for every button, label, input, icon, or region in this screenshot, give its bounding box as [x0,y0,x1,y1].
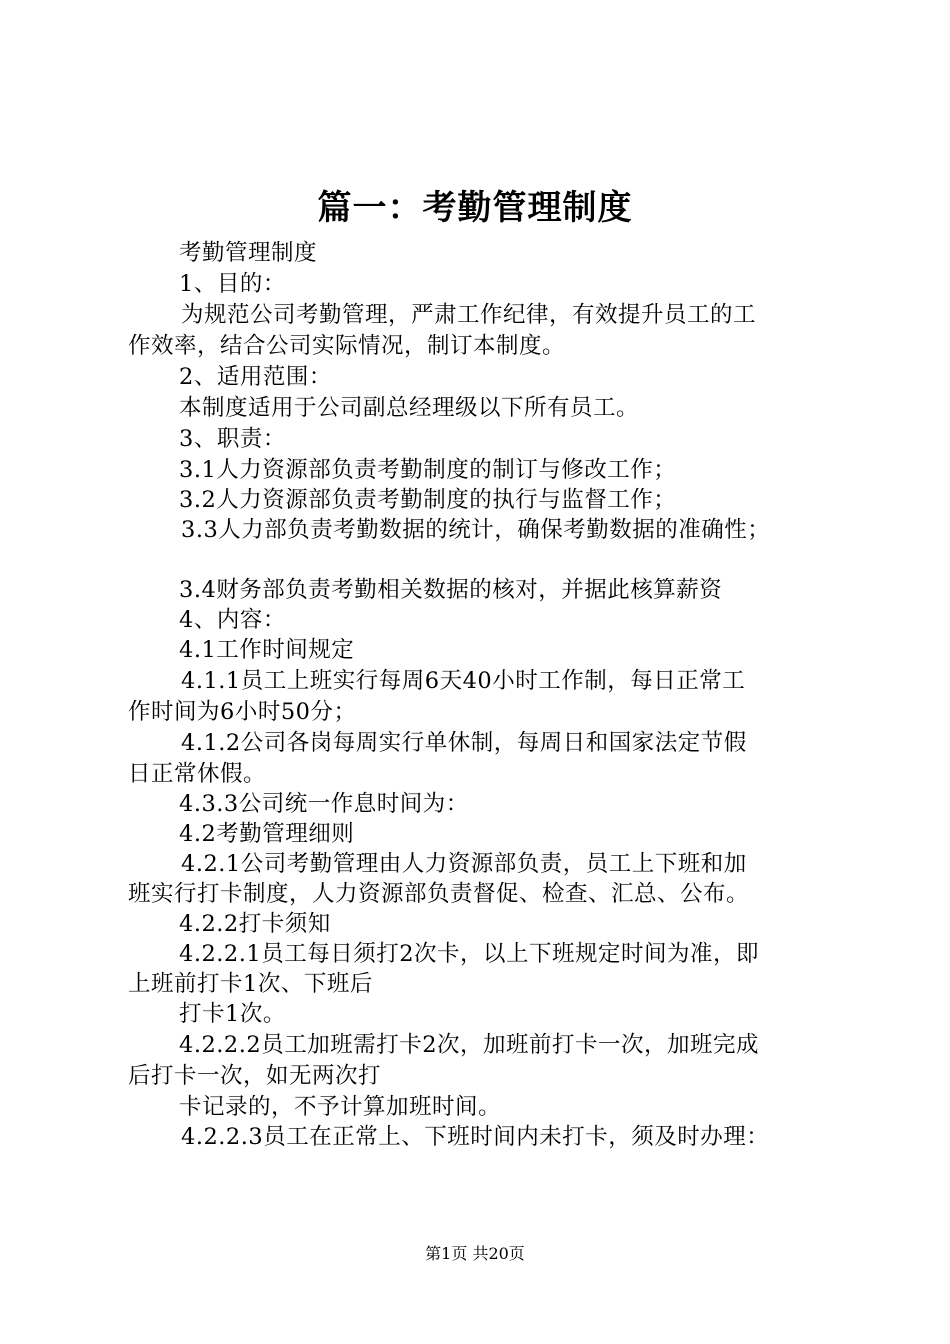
body-line: 4.3.3公司统一作息时间为： [179,791,469,817]
body-line: 4.2.2.2员工加班需打卡2次，加班前打卡一次，加班完成 [179,1032,760,1058]
body-line: 卡记录的，不予计算加班时间。 [179,1094,502,1120]
body-line: 3.2人力资源部负责考勤制度的执行与监督工作； [179,487,677,513]
body-line: 后打卡一次，如无两次打 [128,1063,382,1089]
body-line: 作时间为6小时50分； [128,699,357,725]
body-line: 3、职责： [179,426,286,452]
body-line: 日正常休假。 [128,761,267,787]
body-line: 4.1工作时间规定 [179,637,355,663]
body-line: 4.1.1员工上班实行每周6天40小时工作制，每日正常工 [181,668,746,694]
body-line: 4.2.1公司考勤管理由人力资源部负责，员工上下班和加 [181,851,747,877]
body-line: 打卡1次。 [179,1001,286,1027]
page-number-footer: 第1页 共20页 [425,1244,525,1263]
body-line: 班实行打卡制度，人力资源部负责督促、检查、汇总、公布。 [128,881,750,907]
body-line: 4.2.2.3员工在正常上、下班时间内未打卡，须及时办理： [181,1124,770,1150]
body-line: 本制度适用于公司副总经理级以下所有员工。 [179,395,640,421]
body-line: 4.2.2.1员工每日须打2次卡，以上下班规定时间为准，即 [179,941,760,967]
body-line: 4.2考勤管理细则 [179,821,355,847]
body-line: 4.1.2公司各岗每周实行单休制，每周日和国家法定节假 [181,730,747,756]
body-line: 3.4财务部负责考勤相关数据的核对，并据此核算薪资 [179,577,723,603]
body-line: 4.2.2打卡须知 [179,911,331,937]
document-title: 篇一：考勤管理制度 [317,188,633,228]
body-line: 作效率，结合公司实际情况，制订本制度。 [128,333,566,359]
body-line: 3.3人力部负责考勤数据的统计，确保考勤数据的准确性； [181,517,771,543]
body-line: 为规范公司考勤管理，严肃工作纪律，有效提升员工的工 [181,302,757,328]
body-line: 3.1人力资源部负责考勤制度的制订与修改工作； [179,457,677,483]
body-line: 2、适用范围： [179,364,332,390]
body-line: 1、目的： [179,271,286,297]
body-line: 4、内容： [179,607,286,633]
body-line: 考勤管理制度 [179,240,318,266]
body-line: 上班前打卡1次、下班后 [128,971,373,997]
